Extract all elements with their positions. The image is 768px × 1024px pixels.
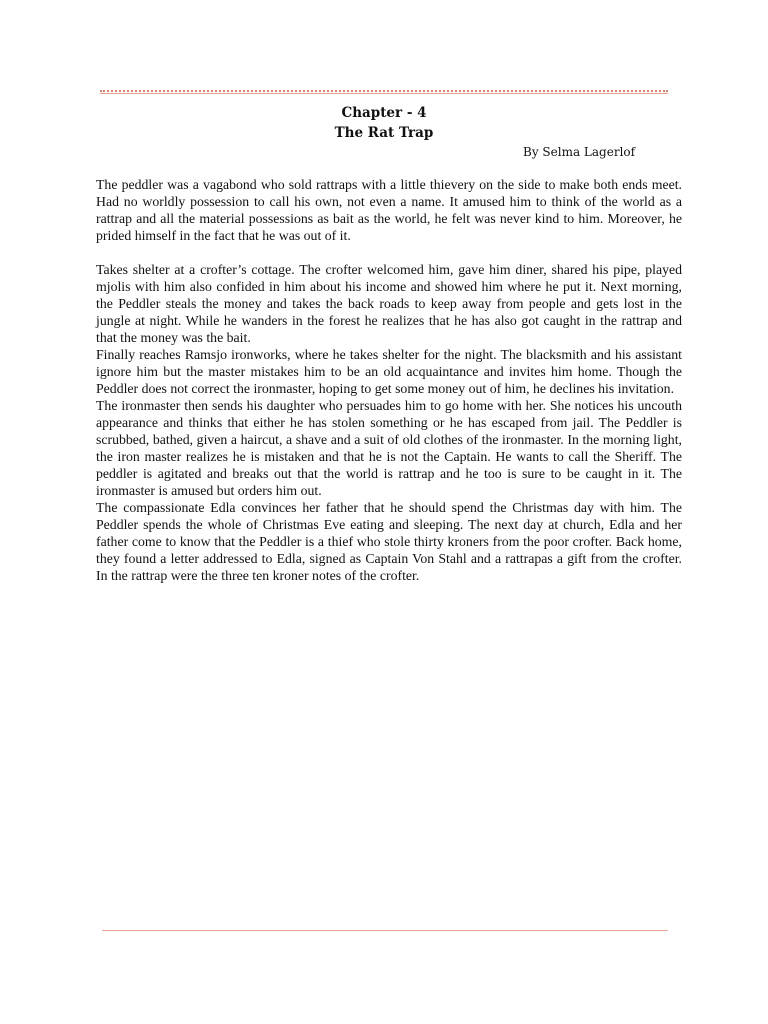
paragraph-ramsjo: Finally reaches Ramsjo ironworks, where he takes shelter for the night. The blacksmith and his assistant ignore him but the master mistakes him to be an old acquaintance and invites him home. Though the Peddler does not correct the ironmaster, hoping to get some money out of him, he declines his invitation. <box>96 347 682 396</box>
paragraph-ironmaster: The ironmaster then sends his daughter who persuades him to go home with her. She notices his uncouth appearance and thinks that either he has stolen something or he has escaped from jail. The Peddler is scrubbed, bathed, given a haircut, a shave and a suit of old clothes of the ironmaster. In the morning light, the iron master realizes he is mistaken and that he is not the Captain. He wants to call the Sheriff. The peddler is agitated and breaks out that the world is rattrap and he too is sure to be caught in it. The ironmaster is amused but orders him out. <box>96 398 682 498</box>
paragraph-crofter: Takes shelter at a crofter’s cottage. The crofter welcomed him, gave him diner, shared his pipe, played mjolis with him also confided in him about his income and showed him where he put it. Next morning, the Peddler steals the money and takes the back roads to keep away from people and gets lost in the jungle at night. While he wanders in the forest he realizes that he has also got caught in the rattrap and that the money was the bait. <box>96 262 682 345</box>
top-divider <box>100 90 668 92</box>
story-summary <box>96 176 682 584</box>
story-title: The Rat Trap <box>334 125 434 141</box>
chapter-heading: Chapter - 4 <box>341 105 427 121</box>
paragraph-edla: The compassionate Edla convinces her father that he should spend the Christmas day with him. The Peddler spends the whole of Christmas Eve eating and sleeping. The next day at church, Edla and her father come to know that the Peddler is a thief who stole thirty kroners from the poor crofter. Back home, they found a letter addressed to Edla, signed as Captain Von Stahl and a rattrapas a gift from the crofter. In the rattrap were the three ten kroner notes of the crofter. <box>96 500 682 583</box>
author-byline: By Selma Lagerlof <box>523 145 636 159</box>
top-divider-line <box>100 93 668 94</box>
paragraph-intro: The peddler was a vagabond who sold rattraps with a little thievery on the side to make both ends meet. Had no worldly possession to call his own, not even a name. It amused him to think of the world as a rattrap and all the material possessions as bait as the world, he felt was never kind to him. Moreover, he prided himself in the fact that he was out of it. <box>96 177 682 243</box>
bottom-divider <box>102 930 668 931</box>
